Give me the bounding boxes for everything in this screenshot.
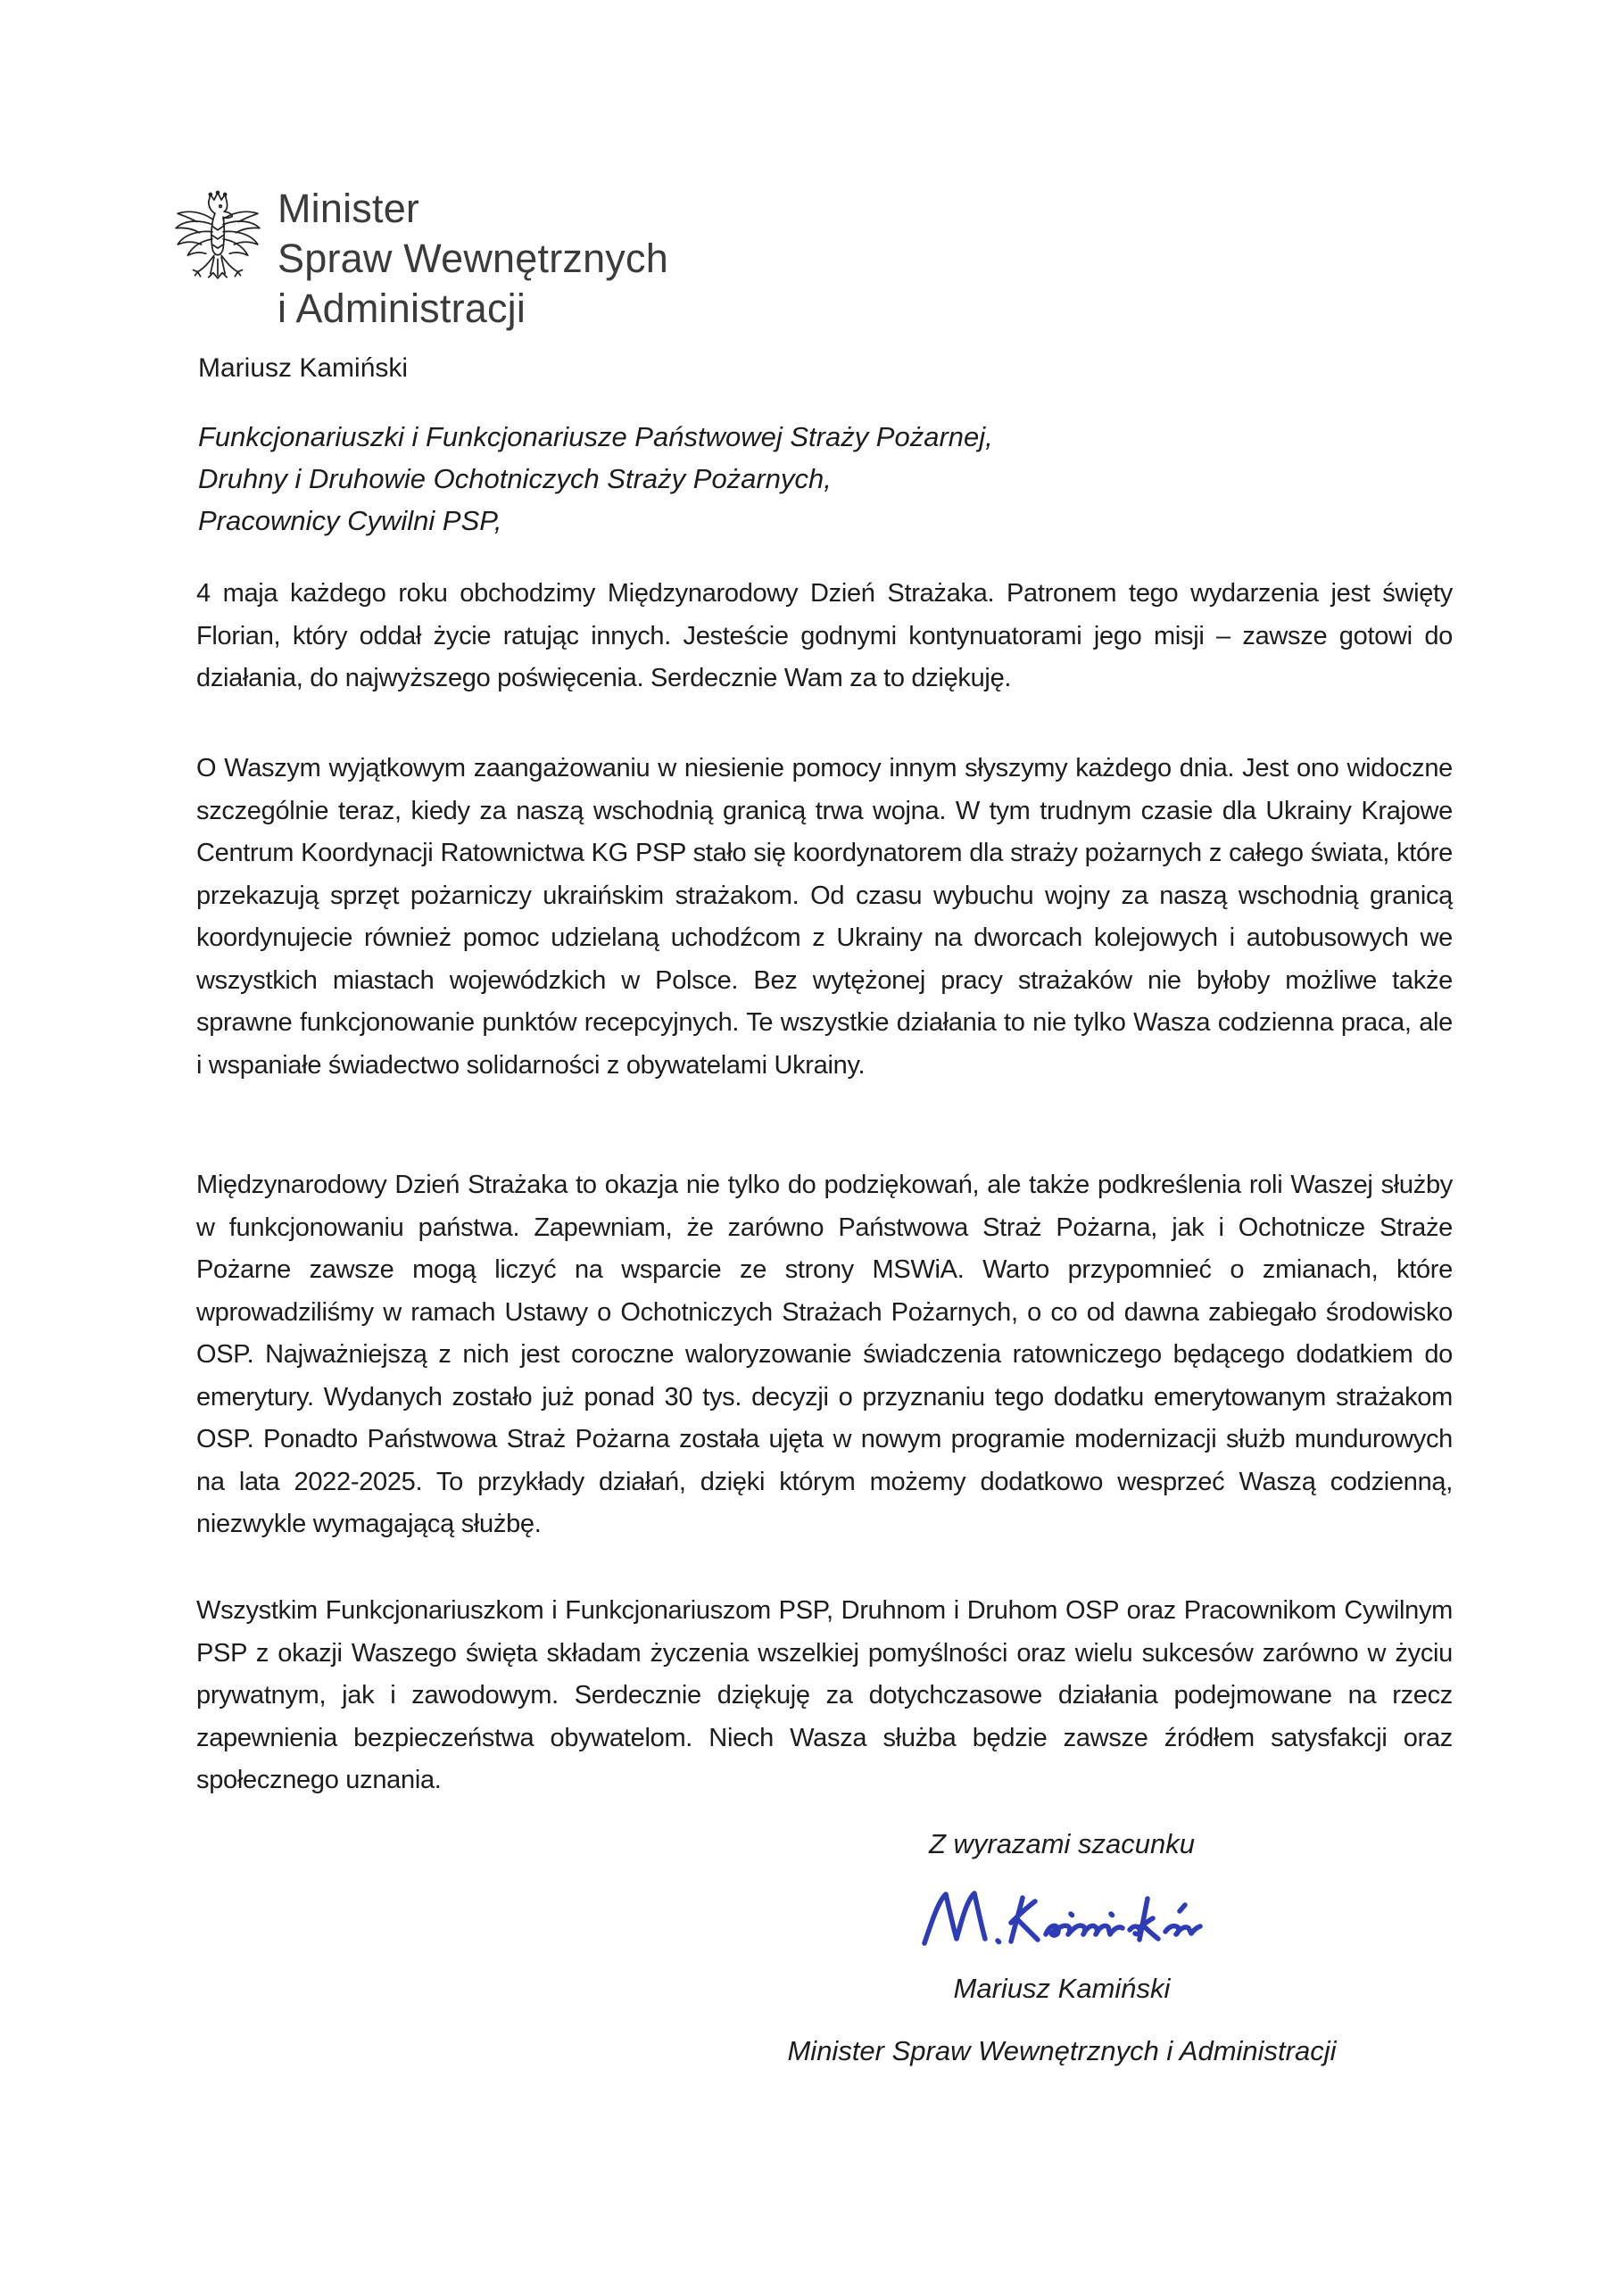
signer-name: Mariusz Kamiński xyxy=(953,1973,1171,2004)
salutation-line-1: Funkcjonariuszki i Funkcjonariusze Państwowej Straży Pożarnej, xyxy=(198,421,993,452)
letterhead-title xyxy=(278,184,668,334)
sender-name: Mariusz Kamiński xyxy=(198,353,409,383)
salutation-line-3: Pracownicy Cywilni PSP, xyxy=(198,505,502,536)
salutation-line-2: Druhny i Druhowie Ochotniczych Straży Pożarnych, xyxy=(198,463,832,494)
handwritten-signature-image xyxy=(914,1884,1210,1958)
letterhead-line-3: i Administracji xyxy=(278,286,526,331)
body-paragraph-1: 4 maja każdego roku obchodzimy Międzynarodowy Dzień Strażaka. Patronem tego wydarzenia jest święty Florian, który oddał życie ratując innych. Jesteście godnymi kontynuatorami jego misji – zawsze gotowi do działania, do najwyższego poświęcenia. Serdecznie Wam za to dziękuję. xyxy=(196,579,1453,692)
closing-block xyxy=(750,1826,1374,2070)
polish-eagle-emblem-icon xyxy=(172,187,263,298)
body-paragraph-3: Międzynarodowy Dzień Strażaka to okazja nie tylko do podziękowań, ale także podkreślenia roli Waszej służby w funkcjonowaniu państwa. Zapewniam, że zarówno Państwowa Straż Pożarna, jak i Ochotnicze Straże Pożarne zawsze mogą liczyć na wsparcie ze strony MSWiA. Warto przypomnieć o zmianach, które wprowadziliśmy w ramach Ustawy o Ochotniczych Strażach Pożarnych, o co od dawna zabiegało środowisko OSP. Najważniejszą z nich jest coroczne waloryzowanie świadczenia ratowniczego będącego dodatkiem do emerytury. Wydanych zostało już ponad 30 tys. decyzji o przyznaniu tego dodatku emerytowanym strażakom OSP. Ponadto Państwowa Straż Pożarna została ujęta w nowym programie modernizacji służb mundurowych na lata 2022-2025. To przykłady działań, dzięki którym możemy dodatkowo wesprzeć Waszą codzienną, niezwykle wymagającą służbę. xyxy=(196,1171,1453,1538)
salutation xyxy=(198,416,993,542)
body-paragraph-4: Wszystkim Funkcjonariuszkom i Funkcjonariuszom PSP, Druhnom i Druhom OSP oraz Pracownikom Cywilnym PSP z okazji Waszego święta składam życzenia wszelkiej pomyślności oraz wielu sukcesów zarówno w życiu prywatnym, jak i zawodowym. Serdecznie dziękuję za dotychczasowe działania podejmowane na rzecz zapewnienia bezpieczeństwa obywatelom. Niech Wasza służba będzie zawsze źródłem satysfakcji oraz społecznego uznania. xyxy=(196,1596,1453,1794)
letterhead-line-2: Spraw Wewnętrznych xyxy=(278,236,668,281)
body-paragraph-2: O Waszym wyjątkowym zaangażowaniu w niesienie pomocy innym słyszymy każdego dnia. Jest ono widoczne szczególnie teraz, kiedy za naszą wschodnią granicą trwa wojna. W tym trudnym czasie dla Ukrainy Krajowe Centrum Koordynacji Ratownictwa KG PSP stało się koordynatorem dla straży pożarnych z całego świata, które przekazują sprzęt pożarniczy ukraińskim strażakom. Od czasu wybuchu wojny za naszą wschodnią granicą koordynujecie również pomoc udzielaną uchodźcom z Ukrainy na dworcach kolejowych i autobusowych we wszystkich miastach wojewódzkich w Polsce. Bez wytężonej pracy strażaków nie byłoby możliwe także sprawne funkcjonowanie punktów recepcyjnych. Te wszystkie działania to nie tylko Wasza codzienna praca, ale i wspaniałe świadectwo solidarności z obywatelami Ukrainy. xyxy=(196,754,1453,1080)
signer-title: Minister Spraw Wewnętrznych i Administracji xyxy=(787,2035,1337,2066)
letterhead-line-1: Minister xyxy=(278,186,420,231)
valediction: Z wyrazami szacunku xyxy=(928,1828,1196,1859)
letterhead xyxy=(172,187,668,334)
